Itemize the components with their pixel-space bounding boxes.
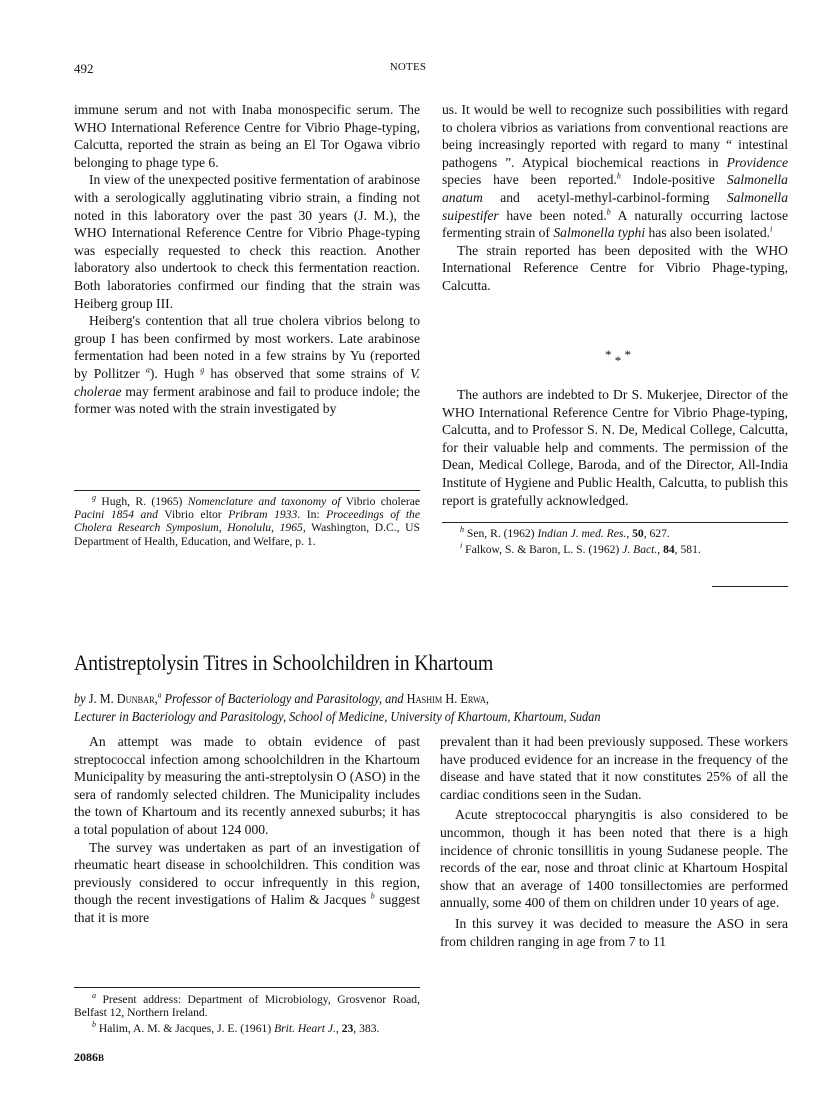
footnote-g: $^g$ Hugh, R. (1965) Nomenclature and taxonomy of Vibrio cholerae Pacini 1854 and Vibrio eltor Pribram 1933. In: Proceedings of the Cholera Research Symposium, Honolulu, 1965, Washington, D.C., US Department of Health, Education, and Welfare, p. 1. [74,493,421,548]
footnotes-right [442,527,788,559]
footnote-ref: a [145,365,150,375]
article-title: Antistreptolysin Titres in Schoolchildren in Khartoum [74,650,494,675]
paragraph: In view of the unexpected positive fermentation of arabinose with a serologically agglutinating vibrio strain, a finding not noted in this laboratory over the past 30 years (J. M.), the WHO International Reference Centre for Vibrio Phage-typing was especially requested to check this reaction. Another laboratory also undertook to check this fermentation reaction. Both laboratories confirmed our finding that the strain was Heiberg group III. [74,172,420,311]
paragraph: Heiberg's contention that all true cholera vibrios belong to group I has been confirmed by most workers. Late arabinose fermentation had been noted in a few strains by Yu (reported by Pollitzer $^a$). Hugh $^g$ has observed that some strains of V. cholerae may ferment arabinose and fail to produce indole; the former was noted with the strain investigated by [74,313,421,417]
running-title: NOTES [389,61,427,73]
paragraph: The survey was undertaken as part of an investigation of rheumatic heart disease in schoolchildren. This condition was previously considered to occur infrequently in this region, though the recent investigations of Halim & Jacques $^b$ suggest that it is more [74,839,420,925]
paragraph: prevalent than it had been previously supposed. These workers have produced evidence for an increase in the frequency of the disease and have stated that it now constitutes 25% of all the cardiac conditions seen in the Sudan. [440,734,788,802]
paragraph: Acute streptococcal pharyngitis is also considered to be uncommon, though it has been noted that there is a high incidence of chronic tonsillitis in young Sudanese people. The records of the ear, nose and throat clinic at Khartoum Hospital show that an average of 1400 tonsillectomies are performed annually, some 400 of them on children under 10 years of age. [440,807,788,911]
footnote-h: $^h$ Sen, R. (1962) Indian J. med. Res., 50, 627. [460,525,670,540]
article-footnotes [74,993,420,1039]
section-separator-stars: * * * [605,347,631,368]
author-name: J. M. Dunbar, [88,691,158,706]
paragraph: The strain reported has been deposited with the WHO International Reference Centre for Vibrio Phage-typing, Calcutta. [442,242,788,293]
printer-signature: 2086B [74,1050,105,1064]
column-end-rule [712,586,788,587]
page-number: 492 [74,61,94,76]
byline-line-1: by J. M. Dunbar,$^a$ Professor of Bacteriology and Parasitology, and Hashim H. Erwa, [74,690,489,706]
byline [74,690,600,726]
paragraph: us. It would be well to recognize such possibilities with regard to cholera vibrios as variations from conventional reactions are being increasingly reported with regard to many “ intestinal pathogens ”. Atypical biochemical reactions in Providence species have been reported.$^h$ Indole-positive Salmonella anatum and acetyl-methyl-carbinol-forming Salmonella suipestifer have been noted.$^b$ A naturally occurring lactose fermenting strain of Salmonella typhi has also been isolated.$^i$ [442,102,788,241]
footnote-divider [442,522,788,523]
byline-line-2: Lecturer in Bacteriology and Parasitology, School of Medicine, University of Khartoum, Khartoum, Sudan [74,709,601,724]
footnote-b: $^b$ Halim, A. M. & Jacques, J. E. (1961) Brit. Heart J., 23, 383. [92,1020,380,1036]
article-right-column [440,733,788,950]
article-left-column [74,733,420,927]
paragraph: In this survey it was decided to measure the ASO in sera from children ranging in age from 7 to 11 [440,915,788,949]
paragraph: An attempt was made to obtain evidence of past streptococcal infection among schoolchildren in the Khartoum Municipality by measuring the anti-streptolysin O (ASO) in the sera of randomly selected children. The Municipality includes the town of Khartoum and its recently annexed suburbs; it has a total population of about 124 000. [74,734,420,837]
footnotes-left [74,495,420,551]
footnote-divider [74,490,420,491]
footnote-divider [74,987,420,988]
paragraph: immune serum and not with Inaba monospecific serum. The WHO International Reference Centre for Vibrio Phage-typing, Calcutta, reported the strain as being an El Tor Ogawa vibrio belonging to phage type 6. [74,102,420,170]
note-left-column [74,101,420,418]
footnote-i: $^i$ Falkow, S. & Baron, L. S. (1962) J. Bact., 84, 581. [460,541,701,557]
author-name: Hashim H. Erwa, [406,691,489,706]
acknowledgement: The authors are indebted to Dr S. Mukerjee, Director of the WHO International Reference Centre for Vibrio Phage-typing, Calcutta, and to Professor S. N. De, Medical College, Calcutta, for their valuable help and comments. The permission of the Dean, Medical College, Baroda, and of the Director, All-India Institute of Hygiene and Public Health, Calcutta, to publish this report is gratefully acknowledged. [442,387,788,508]
footnote-ref: g [200,365,205,375]
footnote-a: $^a$ Present address: Department of Microbiology, Grosvenor Road, Belfast 12, Northern Ireland. [74,991,420,1020]
note-right-column [442,101,788,295]
